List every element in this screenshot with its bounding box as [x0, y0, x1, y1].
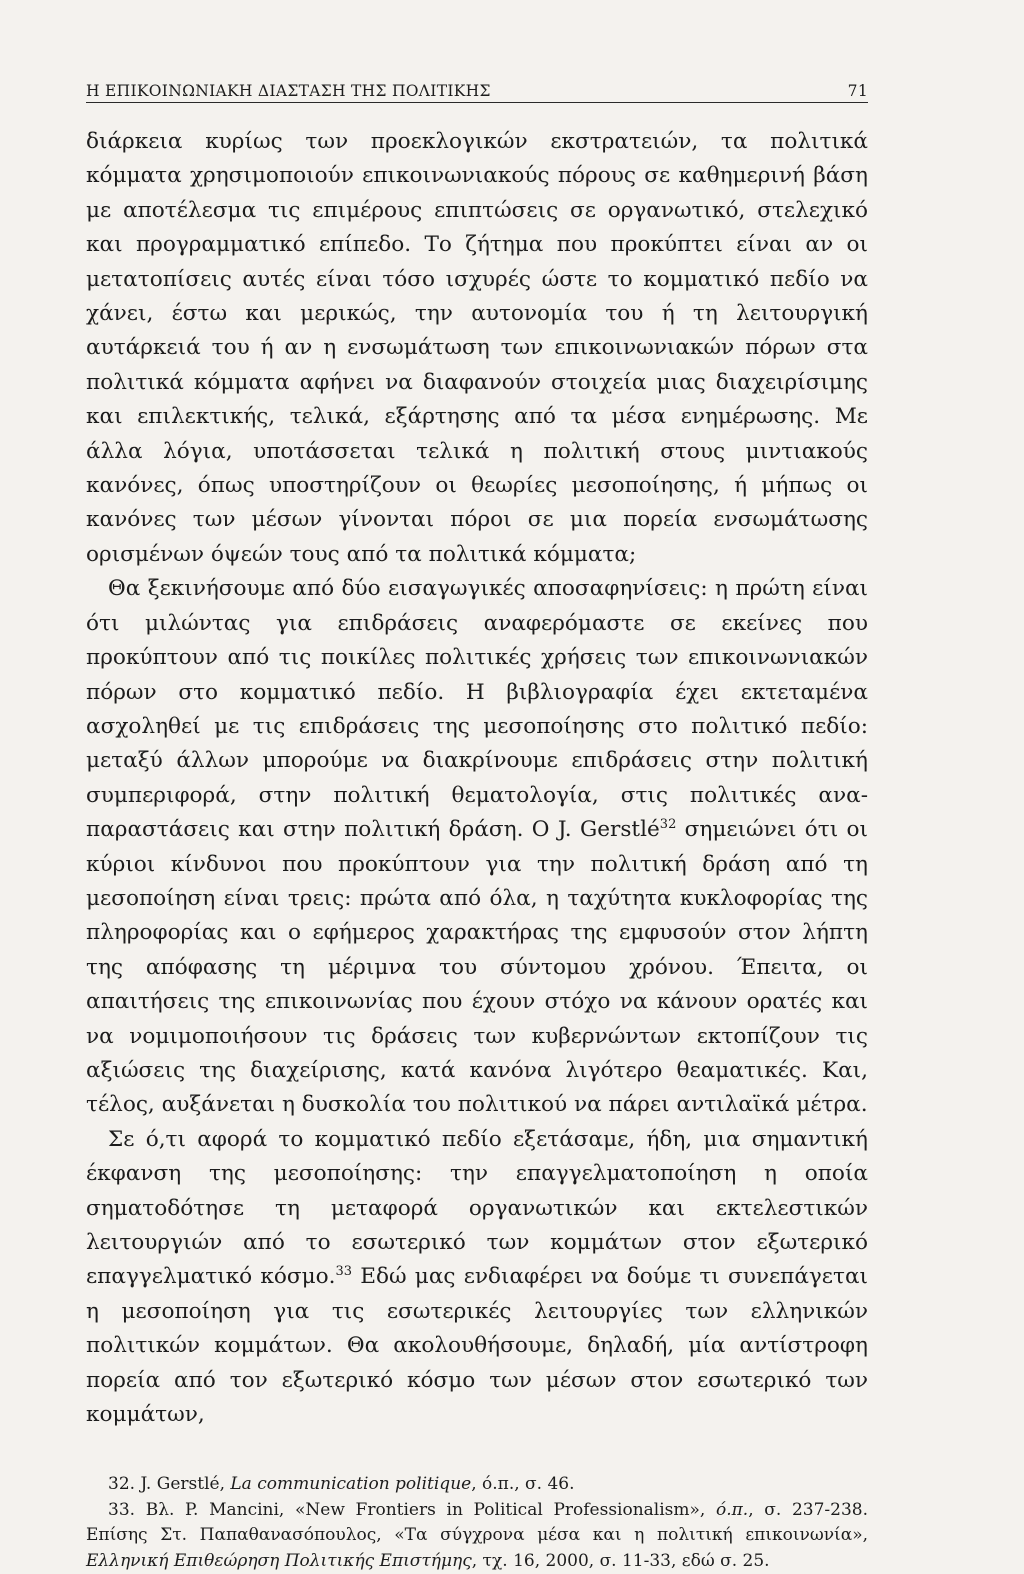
footnote-33-journal: Ελληνική Επιθεώρηση Πολιτικής Επιστήμης — [86, 1550, 472, 1571]
page-number: 71 — [847, 82, 868, 100]
footnote-ref-32: 32 — [659, 816, 677, 832]
footnote-32-end: , ό.π., σ. 46. — [471, 1474, 575, 1495]
footnote-33-text-b: , σ. 237-238. Επίσης Στ. Παπαθανασόπουλος, «Τα σύγχρονα μέσα και η πολιτική επικοινωνία», — [86, 1499, 869, 1546]
paragraph-3 — [86, 1123, 868, 1433]
paragraph-1: διάρκεια κυρίως των προεκλογικών εκστρατειών, τα πολιτικά κόμματα χρησιμοποιούν επικοινωνιακούς πόρους σε καθημερινή βάση με αποτέλεσμα τις επιμέρους επιπτώσεις σε οργανωτικό, στελεχικό και προγραμματικό επίπεδο. Το ζήτημα που προκύπτει είναι αν οι μετατοπίσεις αυτές είναι τόσο ισχυρές ώστε το κομματικό πεδίο να χάνει, έστω και μερικώς, την αυτονομία του ή τη λειτουργική αυτάρκειά του ή αν η ενσωμάτωση των επικοινωνιακών πόρων στα πολιτικά κόμματα αφήνει να διαφανούν στοιχεία μιας διαχειρίσιμης και επιλεκτικής, τελικά, εξάρτησης από τα μέσα ενημέρωσης. Με άλλα λόγια, υποτάσσεται τελικά η πολιτική στους μιντιακούς κανόνες, όπως υποστηρίζουν οι θεωρίες μεσοποίησης, ή μήπως οι κανόνες των μέσων γίνονται πόροι σε μια πορεία ενσωμάτωσης ορισμένων όψεών τους από τα πολιτικά κόμματα; — [86, 129, 868, 567]
book-page — [86, 82, 868, 1574]
footnote-ref-33: 33 — [335, 1264, 353, 1280]
footnote-32 — [86, 1472, 868, 1498]
paragraph-2-text-a: Θα ξεκινήσουμε από δύο εισαγωγικές αποσαφηνίσεις: η πρώτη είναι ότι μιλώντας για επιδράσεις αναφερόμαστε σε εκείνες που προκύπτουν από τις ποικίλες πολιτικές χρήσεις των επικοινωνιακών πόρων στο κομματικό πεδίο. Η βιβλιογραφία έχει εκτεταμένα ασχοληθεί με τις επιδράσεις της μεσοποίησης στο πολιτικό πεδίο: μεταξύ άλλων μπορούμε να διακρίνουμε επιδράσεις στην πολιτική συμπεριφορά, στην πολιτική θεματολογία, στις πολιτικές αναπαραστάσεις και στην πολιτική δράση. Ο J. Gerstlé — [86, 576, 868, 843]
paragraph-3-text-a: Σε ό,τι αφορά το κομματικό πεδίο εξετάσαμε, ήδη, μια σημαντική έκφανση της μεσοποίησης: την επαγγελματοποίηση η οποία σηματοδότησε τη μεταφορά οργανωτικών και εκτελεστικών λειτουργιών από το εσωτερικό των κομμάτων στον εξωτερικό επαγγελματικό κόσμο. — [86, 1126, 868, 1290]
paragraph-3-text-b: Εδώ μας ενδιαφέρει να δούμε τι συνεπάγεται η μεσοποίηση για τις εσωτερικές λειτουργίες των ελληνικών πολιτικών κομμάτων. Θα ακολουθήσουμε, δηλαδή, μία αντίστροφη πορεία από τον εξωτερικό κόσμο των μέσων στον εσωτερικό των κομμάτων, — [86, 1264, 868, 1428]
running-title: Η ΕΠΙΚΟΙΝΩΝΙΑΚΗ ΔΙΑΣΤΑΣΗ ΤΗΣ ΠΟΛΙΤΙΚΗΣ — [86, 82, 491, 100]
footnote-32-title: La communication politique — [230, 1474, 472, 1495]
running-header — [86, 82, 868, 103]
footnote-33-text-c: , τχ. 16, 2000, σ. 11-33, εδώ σ. 25. — [471, 1550, 770, 1571]
footnote-33-op-cit: ό.π. — [716, 1499, 749, 1520]
paragraph-2 — [86, 572, 868, 1123]
paragraph-2-text-b: σημειώνει ότι οι κύριοι κίνδυνοι που προκύπτουν για την πολιτική δράση από τη μεσοποίηση είναι τρεις: πρώτα από όλα, η ταχύτητα κυκλοφορίας της πληροφορίας και ο εφήμερος χαρακτήρας της εμφυσούν στον λήπτη της απόφασης τη μέριμνα του σύντομου χρόνου. Έπειτα, οι απαιτήσεις της επικοινωνίας που έχουν στόχο να κάνουν ορατές και να νομιμοποιήσουν τις δράσεις των κυβερνώντων εκτοπίζουν τις αξιώσεις της διαχείρισης, κατά κανόνα λιγότερο θεαματικές. Και, τέλος, αυξάνεται η δυσκολία του πολιτικού να πάρει αντιλαϊκά μέτρα. — [86, 817, 868, 1118]
main-text — [86, 125, 868, 1432]
footnotes — [86, 1472, 868, 1574]
footnote-33-text-a: 33. Βλ. P. Mancini, «New Frontiers in Political Professionalism», — [108, 1499, 716, 1520]
footnote-33 — [86, 1498, 868, 1574]
footnote-32-text: 32. J. Gerstlé, — [108, 1474, 231, 1495]
